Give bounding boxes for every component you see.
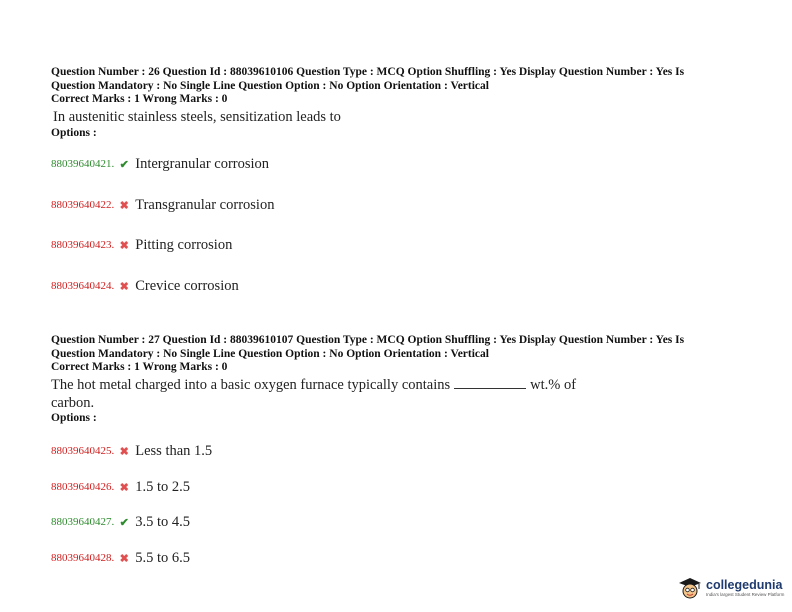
logo-name: collegedunia	[706, 577, 783, 592]
graduate-mascot-icon	[678, 576, 702, 600]
answer-blank	[454, 388, 526, 389]
cross-icon: ✖	[119, 552, 129, 565]
option-text: 3.5 to 4.5	[135, 513, 191, 530]
option-row	[51, 476, 190, 498]
cross-icon: ✖	[119, 199, 129, 212]
option-text: Less than 1.5	[135, 442, 213, 459]
option-id: 88039640421.	[51, 158, 115, 170]
option-id: 88039640428.	[51, 552, 115, 564]
cross-icon: ✖	[119, 445, 129, 458]
question-meta-line-2: Question Mandatory : No Single Line Question Option : No Option Orientation : Vertical	[51, 347, 489, 360]
option-row	[51, 440, 212, 462]
question-meta-line-2: Question Mandatory : No Single Line Question Option : No Option Orientation : Vertical	[51, 79, 489, 92]
question-text	[51, 376, 751, 412]
option-text: 1.5 to 2.5	[135, 478, 191, 495]
option-row	[51, 234, 232, 256]
option-row	[51, 275, 239, 297]
question-26	[51, 66, 751, 139]
option-text: 5.5 to 6.5	[135, 549, 191, 566]
check-icon: ✔	[119, 158, 129, 171]
options-label: Options :	[51, 126, 97, 139]
logo-text	[706, 579, 784, 598]
logo-tagline: India's largest Student Review Platform	[706, 591, 785, 597]
option-row	[51, 511, 190, 533]
option-id: 88039640424.	[51, 280, 115, 292]
option-row	[51, 153, 269, 175]
option-id: 88039640425.	[51, 445, 115, 457]
question-text-part-2: wt.% of	[530, 376, 577, 393]
option-id: 88039640422.	[51, 199, 115, 211]
question-meta	[51, 334, 751, 375]
question-text-part-1: The hot metal charged into a basic oxygen furnace typically contains	[51, 376, 451, 393]
option-text: Transgranular corrosion	[135, 196, 275, 213]
option-text: Pitting corrosion	[135, 236, 233, 253]
question-marks: Correct Marks : 1 Wrong Marks : 0	[51, 361, 228, 373]
question-27	[51, 334, 751, 424]
cross-icon: ✖	[119, 481, 129, 494]
cross-icon: ✖	[119, 280, 129, 293]
question-text: In austenitic stainless steels, sensitization leads to	[53, 108, 341, 125]
option-text: Crevice corrosion	[135, 277, 239, 294]
option-text: Intergranular corrosion	[135, 155, 270, 172]
option-id: 88039640426.	[51, 481, 115, 493]
options-list-26	[51, 149, 751, 299]
check-icon: ✔	[119, 516, 129, 529]
question-meta	[51, 66, 751, 107]
option-id: 88039640423.	[51, 239, 115, 251]
cross-icon: ✖	[119, 239, 129, 252]
options-label: Options :	[51, 411, 97, 424]
question-meta-line-1: Question Number : 26 Question Id : 88039610106 Question Type : MCQ Option Shuffling : Yes Display Question Number : Yes Is	[51, 66, 685, 78]
collegedunia-logo	[678, 572, 786, 604]
question-marks: Correct Marks : 1 Wrong Marks : 0	[51, 93, 228, 105]
question-meta-line-1: Question Number : 27 Question Id : 88039610107 Question Type : MCQ Option Shuffling : Yes Display Question Number : Yes Is	[51, 334, 685, 346]
option-row	[51, 547, 190, 569]
question-text-line-2: carbon.	[51, 394, 95, 411]
options-list-27	[51, 436, 751, 576]
option-id: 88039640427.	[51, 516, 115, 528]
option-row	[51, 194, 274, 216]
